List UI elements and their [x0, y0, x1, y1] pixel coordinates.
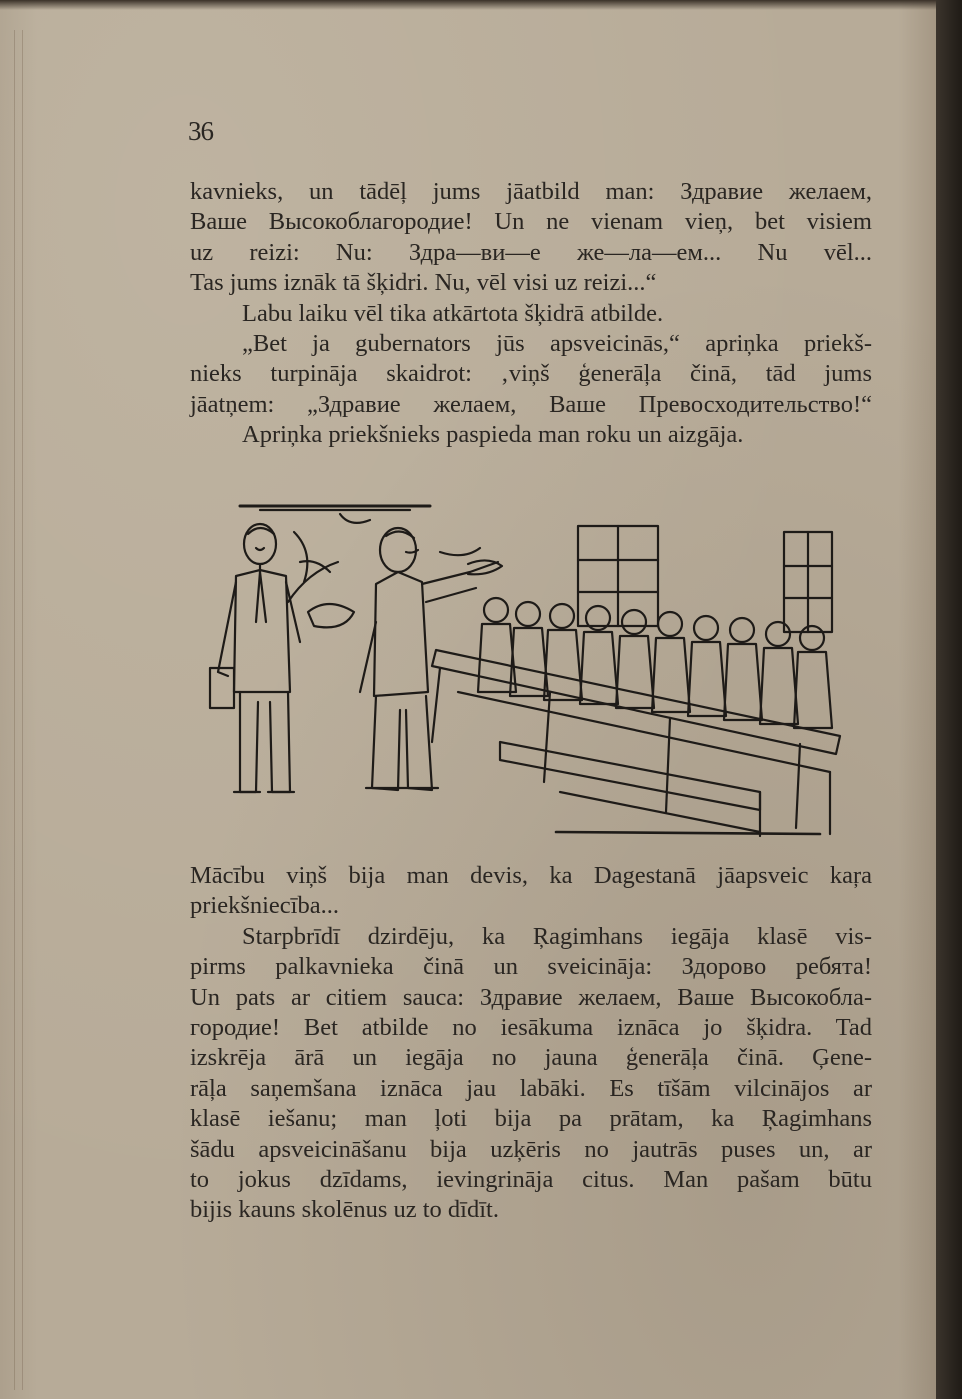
text-line: Labu laiku vēl tika atkārtota šķidrā atbilde. [242, 299, 664, 327]
text-line: Apriņka priekšnieks paspieda man roku un aizgāja. [242, 421, 744, 449]
text-line: to jokus dzīdams, ievingrināja citus. Man pašam būtu [190, 1166, 872, 1194]
page-left-rule-inner [22, 30, 23, 1390]
text-line: Tas jums iznāk tā šķidri. Nu, vēl visi uz reizi...“ [190, 269, 657, 297]
text-line: šādu apsveicināšanu bija uzķēris no jautrās puses un, ar [190, 1135, 872, 1163]
text-line: Mācību viņš bija man devis, ka Dagestanā jāapsveic kaŗa [190, 862, 872, 889]
book-binding-edge [936, 0, 962, 1399]
text-line: izskrēja ārā un iegāja no jauna ģenerāļa činā. Ģene- [190, 1044, 872, 1072]
text-line: Ваше Высокоблагородие! Un ne vienam vieņ, bet visiem [190, 208, 872, 236]
text-line: „Bet ja gubernators jūs apsveicinās,“ apriņka priekš- [242, 330, 872, 358]
page-left-rule [14, 30, 15, 1390]
text-line: Un pats ar citiem sauca: Здравие желаем, Ваше Высокобла- [190, 983, 872, 1011]
text-block-bottom [190, 861, 872, 1226]
text-line: городие! Bet atbilde no iesākuma iznāca jo šķidra. Tad [190, 1014, 872, 1042]
text-line: jāatņem: „Здравие желаем, Ваше Превосходительство!“ [190, 390, 872, 418]
text-line: nieks turpināja skaidrot: ‚viņš ģenerāļa činā, tād jums [190, 360, 872, 388]
text-line: uz reizi: Nu: Здра—ви—е же—ла—ем... Nu vēl... [190, 238, 872, 266]
text-line: pirms palkavnieka činā un sveicināja: Здорово ребята! [190, 953, 872, 981]
classroom-illustration [200, 492, 860, 844]
text-line: kavnieks, un tādēļ jums jāatbild man: Здравие желаем, [190, 178, 872, 205]
text-line: Starpbrīdī dzirdēju, ka Ŗagimhans iegāja klasē vis- [242, 922, 872, 950]
text-line: klasē iešanu; man ļoti bija pa prātam, ka Ŗagimhans [190, 1105, 872, 1133]
text-line: bijis kauns skolēnus uz to dīdīt. [190, 1196, 499, 1224]
text-line: priekšniecība... [190, 892, 339, 920]
text-block-top [190, 177, 872, 451]
text-line: rāļa saņemšana iznāca jau labāki. Es tīšām vilcinājos ar [190, 1074, 872, 1102]
page-top-shadow [0, 0, 936, 10]
page-number: 36 [188, 116, 213, 146]
